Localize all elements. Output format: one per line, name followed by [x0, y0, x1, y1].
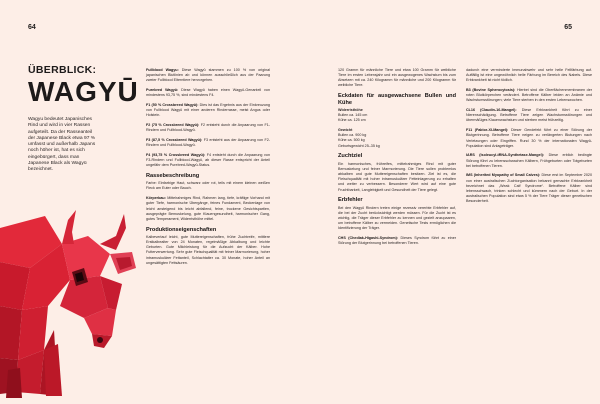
page-number-right: 65	[564, 24, 572, 31]
erbfehler-iars: IARS (Isoleucyl-tRNA-Synthetase-Mangel): Diese erblich bedingte Störung führt zu lebensschwachen Kälbern, Frühgeburten oder Totgeburten bei betroffenen Tieren.	[466, 153, 592, 168]
right-text-column-2	[466, 68, 592, 209]
left-text-column	[146, 68, 270, 271]
breed-purebred: Purebred Wagyū: Diese Wagyū haben einen Wagyū-Genanteil von mindestens 93,75 %, sind mindestens F4.	[146, 88, 270, 98]
opening-paragraph: 120 Gramm für männliche Tiere und etwa 100 Gramm für weibliche Tiere im ersten Lebensjahr und ein ausgewogenes Wachstum bis zum Absetzen mit ca. 240 Kilogramm für männliche und 200 Kilogramm für weibliche Tiere.	[338, 68, 456, 88]
section-heading-rassebeschreibung: Rassebeschreibung	[146, 172, 200, 179]
erbfehler-text: Bei den Wagyū Rindern treten einige rezessiv vererbte Erbfehler auf, die bei der Zucht berücksichtigt werden müssen. Für die Zucht ist es wichtig, die Träger dieser Erbfehler zu kennen und gezielt anzupaaren, um betroffene Kälber zu vermeiden. Genetische Tests ermöglichen die Identifizierung der Träger.	[338, 205, 456, 231]
zuchtziel-text: Ein harmonisches, frühreifes, mittelrahmiges Rind mit guter Bemuskelung und feiner Marmorierung. Die Tiere sollen problemlos abkalben und gute Muttereigenschaften besitzen. Ziel ist es, die Fleischqualität mit hoher intramuskulärer Fetteinlagerung zu erhalten und weiter zu verbessern. Besonderer Wert wird auf eine gute Fruchtbarkeit, Langlebigkeit und Gesundheit der Tiere gelegt.	[338, 161, 456, 192]
section-heading-produktion: Produktionseigenschaften	[146, 226, 217, 233]
right-text-column-1	[338, 68, 456, 251]
produktion-text: Kalbeverlauf leicht, gute Muttereigenschaften, frühe Zuchtreife, mittlere Erstkalbealter von 24 Monaten, regelmäßige Abkalbung und leichte Geburten. Gute Milchleistung für die Aufzucht der Kälber. Hohe Futterverwertung. Sehr gute Fleischqualität mit feiner Marmorierung, hoher intramuskulärer Fettanteil, Schlachtalter ca. 30 Monate, hoher Anteil an ungesättigten Fettsäuren.	[146, 235, 270, 265]
eckdaten-gewicht: Gewicht Bullen ca. 900 kg Kühe ca. 500 kg Geburtsgewicht 25–35 kg	[338, 128, 380, 148]
section-heading-erbfehler: Erbfehler	[338, 197, 363, 204]
bull-illustration	[0, 210, 140, 400]
erbfehler-b3: B3 (Bovine Spherocytosis): Hierbei sind die Oberflächenmembranen der roten Blutkörperchen verändert. Betroffene Kälber leiden an Anämie und Wachstumsstörungen; viele Tiere sterben in den ersten Lebenswochen.	[466, 88, 593, 103]
rasse-koerperbau: Körperbau: Mittelrahmiges Rind, Rahmen lang, tiefe, kräftige Vorhand mit guter Tiefe, harmonische Übergänge, feines Fundament, Beckenlage von leicht ansteigend bis leicht abfallend, feine, trockene Gesichtspartien, ausgeprägte Bemuskelung, gute Klauengesundheit, harmonischer Gang, gutes Temperament, Widerristhöhe mittel.	[146, 196, 270, 221]
erbfehler-f11: F11 (Faktor-XI-Mangel): Dieser Gendefekt führt zu einer Störung der Blutgerinnung. Betroffene Tiere neigen zu verlängerten Blutungen nach Verletzungen oder Eingriffen. Rund 30 % der internationalen Wagyū-Population sind Anlageträger.	[466, 128, 592, 148]
breed-fullblood: Fullblood Wagyu: Diese Wagyū stammen zu 100 % von original japanischen Blutlinien ab und können ausschließlich aus der Paarung zweier Fullblood Elterntiere hervorgehen.	[146, 68, 270, 83]
title-overline: ÜBERBLICK:	[28, 64, 97, 76]
title-block	[28, 64, 139, 106]
page-number-left: 64	[28, 24, 36, 31]
section-heading-eckdaten: Eckdaten für ausgewachsene Bullen und Kühe	[338, 93, 456, 106]
rasse-farbe: Farbe: Einfarbige Haut, schwarz oder rot, teils mit einem kleinen weißen Fleck am Euter oder Bauch.	[146, 181, 270, 191]
erbfehler-cl16: CL16 (Claudin-16-Mangel): Diese Erbkrankheit führt zu einer Nierenschädigung. Betroffene Tiere zeigen Wachstumsstörungen und übermäßiges Klauenwachstum und sterben meist frühzeitig.	[466, 108, 592, 123]
opening-continuation: dadurch eine verminderte Immunabwehr und sehr helle Fellfärbung auf. Auffällig ist eine ungewöhnlich helle Färbung im Bereich des Nabels. Diese Erbkrankheit ist nicht tödlich.	[466, 68, 592, 83]
intro-paragraph: Wagyu bedeutet Japanisches Rind und wird in vier Rassen aufgeteilt. Da der Rasseanteil der Japanese Black etwa 97 % umfasst und außerhalb Japans noch höher ist, hat es sich eingebürgert, dass man Japanese Black als Wagyū bezeichnet.	[28, 117, 96, 173]
section-heading-zuchtziel: Zuchtziel	[338, 153, 363, 160]
erbfehler-chs: CHS (Chediak-Higashi-Syndrom): Dieses Syndrom führt zu einer Störung der Blutgerinnung bei betroffenen Tieren.	[338, 236, 456, 246]
breed-f1: F1 (50 % Crossbreed Wagyū): Dies ist das Ergebnis aus der Einkreuzung von Fullblood Wagyū mit einer anderen Rinderrasse, meist Angus oder Holstein.	[146, 102, 270, 118]
breed-f3: F3 (87,5 % Crossbreed Wagyū): F3 entsteht aus der Anpaarung von F2-Rindern und Fullblood-Wagyū.	[146, 137, 270, 148]
breed-f4: F4 (93,75 % Crossbreed Wagyū): F4 entsteht durch die Anpaarung von F3-Rindern und Fullblood-Wagyū, ab dieser Rasse entspricht der Anteil ungefähr dem Purebred-Wagyū-Status.	[146, 152, 270, 168]
eckdaten-widerristhoehe: Widerristhöhe Bullen ca. 145 cm Kühe ca. 125 cm	[338, 108, 368, 123]
breed-f2: F2 (75 % Crossbreed Wagyū): F2 entsteht durch die Anpaarung von F1-Rindern und Fullblood-Wagyū.	[146, 123, 270, 133]
erbfehler-ims: IMS (Inherited Myopathy of Small Calves): Diese erst im September 2020 von einer australischen Zuchtorganisation bekannt gemachte Erbkrankheit bezeichnet das „Weak Calf Syndrome“. Betroffene Kälber sind lebensschwach, trinken schlecht und kümmern nach der Geburt. In der australischen Population sind etwa 5 % der Tiere Träger dieser genetischen Besonderheit.	[466, 173, 593, 204]
page-title: WAGYŪ	[28, 76, 139, 107]
